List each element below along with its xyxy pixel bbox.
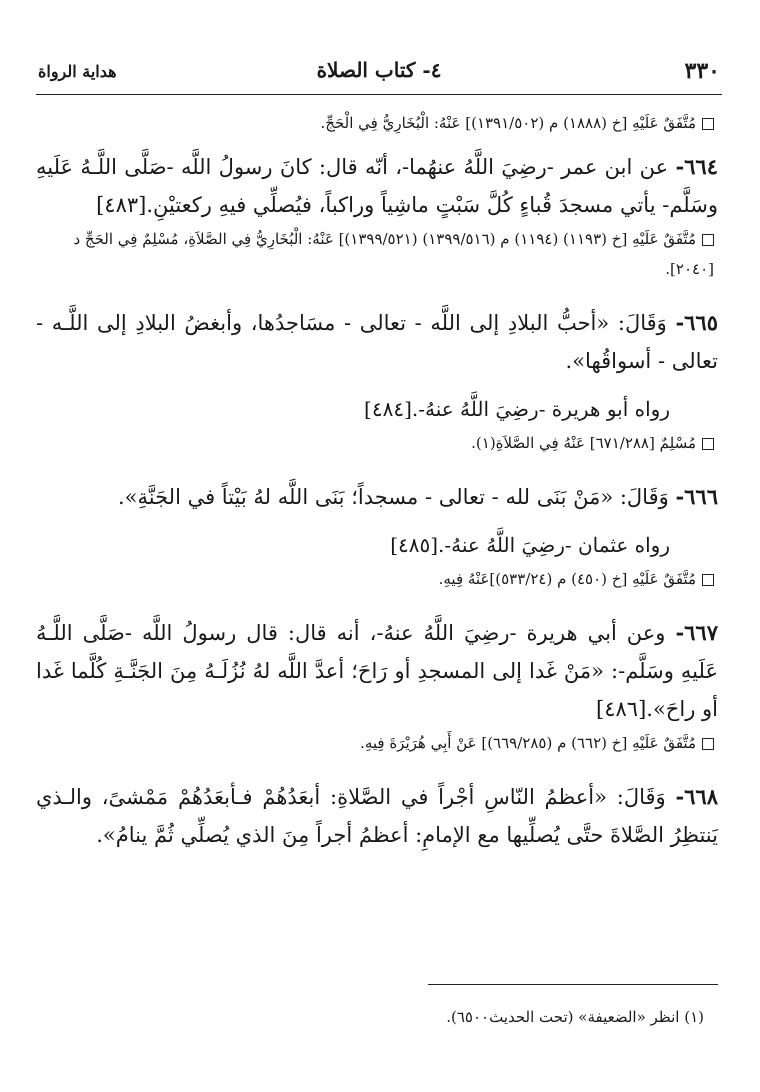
- hadith-number: ٦٦٦-: [675, 484, 718, 509]
- hadith-number: ٦٦٥-: [675, 310, 718, 335]
- hadith-666: [36, 478, 718, 516]
- reference-text: مُتَّفَقٌ عَلَيْهِ [خ (١١٩٣) (١١٩٤) م (١٣٩٩/٥١٦) (١٣٩٩/٥٢١)] عَنْهُ: الْبُخَارِيُّ فِي الصَّلاَةِ، مُسْلِمٌ فِي الحَجِّ د [٢٠٤٠].: [73, 230, 714, 278]
- page-header: [38, 58, 720, 88]
- page-content: [36, 108, 718, 854]
- reference-text: مُتَّفَقٌ عَلَيْهِ [خ (١٨٨٨) م (١٣٩١/٥٠٢)] عَنْهُ: الْبُخَارِيُّ فِي الْحَجِّ.: [320, 114, 696, 132]
- hadith-text: وَقَالَ: «أعظمُ النّاسِ أجْراً في الصَّلاةِ: أبعَدُهُمْ فـأبعَدُهُمْ مَمْشىً، والـذي يَنتظِرُ الصَّلاةَ حتَّى يُصلِّيها مع الإمامِ: أعظمُ أجراً مِنَ الذي يُصلِّي ثُمَّ ينامُ».: [36, 785, 718, 847]
- hadith-text: عن ابن عمر -رضِيَ اللَّهُ عنهُما-، أنّه قال: كانَ رسولُ اللَّه -صَلَّى اللَّـهُ عَلَيهِ وسَلَّم- يأتي مسجدَ قُباءٍ كُلَّ سَبْتٍ ماشِياً وراكباً، فيُصلِّي فيهِ ركعتيْنِ.[٤٨٣]: [36, 155, 718, 217]
- footnote: (١) انظر «الضعيفة» (تحت الحديث٦٥٠٠).: [446, 1008, 704, 1026]
- reference-line: [36, 428, 718, 458]
- hadith-668: [36, 778, 718, 854]
- hadith-text: وعن أبي هريرة -رضِيَ اللَّهُ عنهُ-، أنه قال: قال رسولُ اللَّه -صَلَّى اللَّـهُ عَلَيهِ وسَلَّم-: «مَنْ غَدا إلى المسجدِ أو رَاحَ؛ أعدَّ اللَّه لهُ نُزُلَـهُ مِنَ الجَنَّـةِ كُلَّما غَدا أو راحَ».[٤٨٦]: [36, 621, 718, 721]
- narrator-line: رواه عثمان -رضِيَ اللَّهُ عنهُ-.[٤٨٥]: [390, 533, 670, 557]
- header-rule: [36, 94, 722, 95]
- hadith-number: ٦٦٤-: [675, 154, 718, 179]
- reference-line: [36, 108, 718, 138]
- square-bullet-icon: [702, 234, 714, 246]
- hadith-number: ٦٦٨-: [675, 784, 718, 809]
- footnote-rule: [428, 984, 718, 985]
- square-bullet-icon: [702, 738, 714, 750]
- reference-line: [36, 564, 718, 594]
- page-number: ٣٣٠: [684, 58, 720, 84]
- hadith-text: وَقَالَ: «أحبُّ البلادِ إلى اللَّه - تعالى - مسَاجدُها، وأبغضُ البلادِ إلى اللَّـه - تعالى - أسواقُها».: [36, 311, 718, 373]
- book-title: هداية الرواة: [38, 62, 117, 81]
- square-bullet-icon: [702, 574, 714, 586]
- hadith-667: [36, 614, 718, 728]
- reference-text: مُتَّفَقٌ عَلَيْهِ [خ (٦٦٢) م (٦٦٩/٢٨٥)] عَنْ أَبِي هُرَيْرَةَ فِيهِ.: [360, 734, 696, 752]
- reference-text: مُسْلِمٌ [٦٧١/٢٨٨] عَنْهُ فِي الصَّلاَةِ(١).: [471, 434, 696, 452]
- square-bullet-icon: [702, 438, 714, 450]
- narrator-line: رواه أبو هريرة -رضِيَ اللَّهُ عنهُ-.[٤٨٤]: [364, 397, 670, 421]
- reference-line: [36, 728, 718, 758]
- hadith-665: [36, 304, 718, 380]
- hadith-664: [36, 148, 718, 224]
- chapter-title: ٤- كتاب الصلاة: [316, 58, 442, 82]
- hadith-number: ٦٦٧-: [675, 620, 718, 645]
- square-bullet-icon: [702, 118, 714, 130]
- reference-line: [36, 224, 718, 284]
- reference-text: مُتَّفَقٌ عَلَيْهِ [خ (٤٥٠) م (٥٣٣/٢٤)]عَنْهُ فِيهِ.: [438, 570, 696, 588]
- hadith-text: وَقَالَ: «مَنْ بَنَى لله - تعالى - مسجداً؛ بَنَى اللَّه لهُ بَيْتاً في الجَنَّةِ».: [118, 485, 676, 509]
